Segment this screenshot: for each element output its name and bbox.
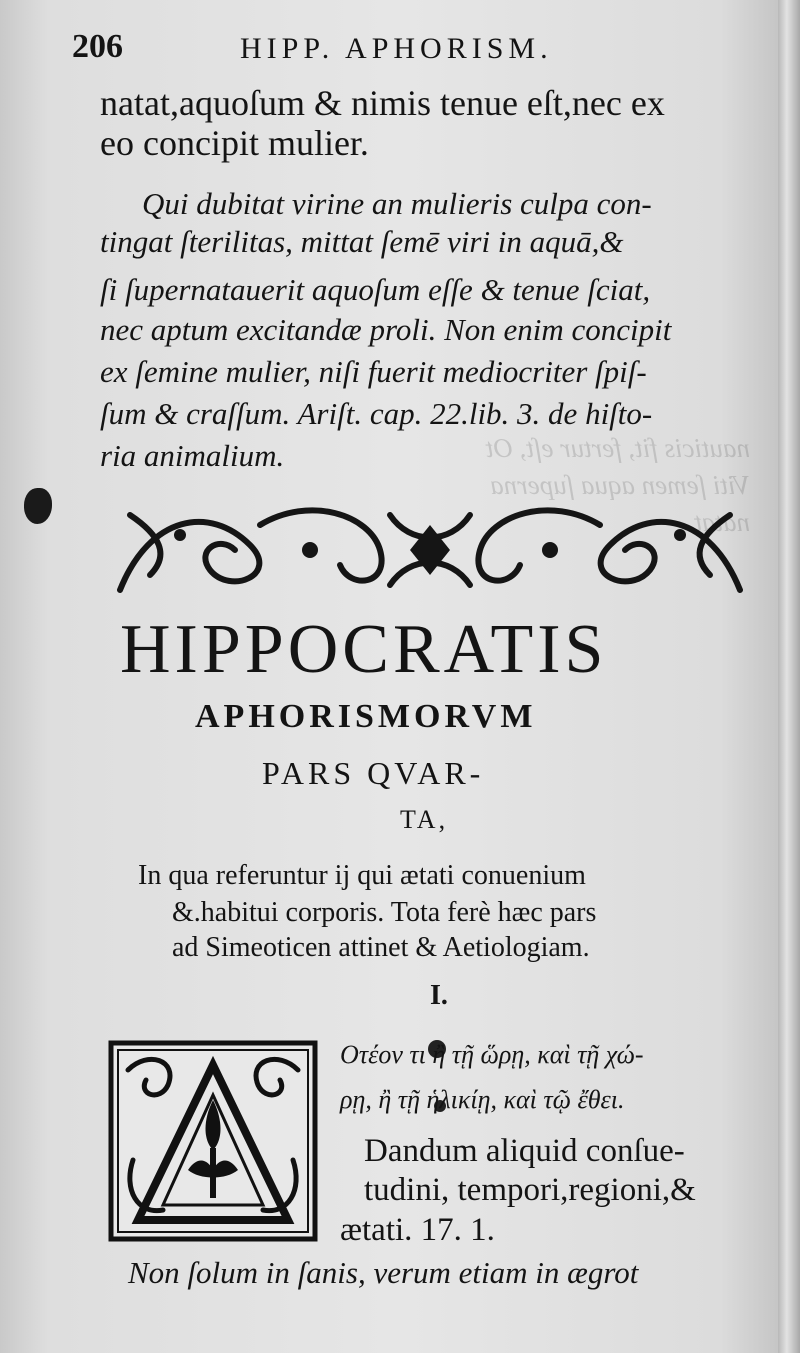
latin-text-line: ætati. 17. 1. bbox=[340, 1212, 495, 1248]
title-subtitle: APHORISMORVM bbox=[195, 698, 537, 735]
title-part-end: TA, bbox=[400, 805, 449, 834]
greek-text-line: ρῃ, ἢ τῇ ἡλικίῃ, καὶ τῷ ἔθει. bbox=[340, 1085, 625, 1114]
latin-text-line: Dandum aliquid conſue- bbox=[364, 1133, 685, 1169]
text-line: natat,aquoſum & nimis tenue eſt,nec ex bbox=[100, 83, 665, 123]
summary-line: In qua referuntur ij qui ætati conuenium bbox=[138, 860, 586, 891]
aphorism-number: I. bbox=[430, 980, 448, 1011]
commentary-line: Non ſolum in ſanis, verum etiam in ægrot bbox=[128, 1255, 639, 1290]
running-head: HIPP. APHORISM. bbox=[240, 32, 553, 65]
latin-text-line: tudini, tempori,regioni,& bbox=[364, 1172, 696, 1208]
commentary-line: tingat ſterilitas, mittat ſemē viri in aquā,& bbox=[100, 224, 624, 259]
running-header bbox=[72, 28, 692, 68]
title-part: PARS QVAR- bbox=[262, 755, 485, 791]
title-main: HIPPOCRATIS bbox=[120, 611, 608, 688]
page-edge bbox=[778, 0, 800, 1353]
decorated-initial-A bbox=[108, 1040, 318, 1242]
summary-line: ad Simeoticen attinet & Aetiologiam. bbox=[172, 932, 590, 963]
commentary-line: ria animalium. bbox=[100, 438, 285, 473]
commentary-line: ſum & craſſum. Ariſt. cap. 22.lib. 3. de hiſto- bbox=[100, 396, 653, 431]
greek-text-line: Οτέον τι ἢ τῇ ὥρῃ, καὶ τῇ χώ- bbox=[340, 1040, 644, 1069]
commentary-line: ſi ſupernatauerit aquoſum eſſe & tenue ſciat, bbox=[100, 272, 651, 307]
ornamental-headpiece bbox=[110, 495, 750, 605]
commentary-line: nec aptum excitandæ proli. Non enim concipit bbox=[100, 312, 672, 347]
page-number: 206 bbox=[72, 28, 123, 65]
text-line: eo concipit mulier. bbox=[100, 123, 369, 163]
commentary-line: Qui dubitat virine an mulieris culpa con- bbox=[142, 186, 652, 221]
summary-line: &.habitui corporis. Tota ferè hæc pars bbox=[172, 897, 597, 928]
commentary-line: ex ſemine mulier, niſi fuerit mediocriter ſpiſ- bbox=[100, 354, 647, 389]
show-through-text: nauticis fit, fertur eſt, Ot Viti ſemen aqua ſuperna natat bbox=[486, 433, 750, 537]
